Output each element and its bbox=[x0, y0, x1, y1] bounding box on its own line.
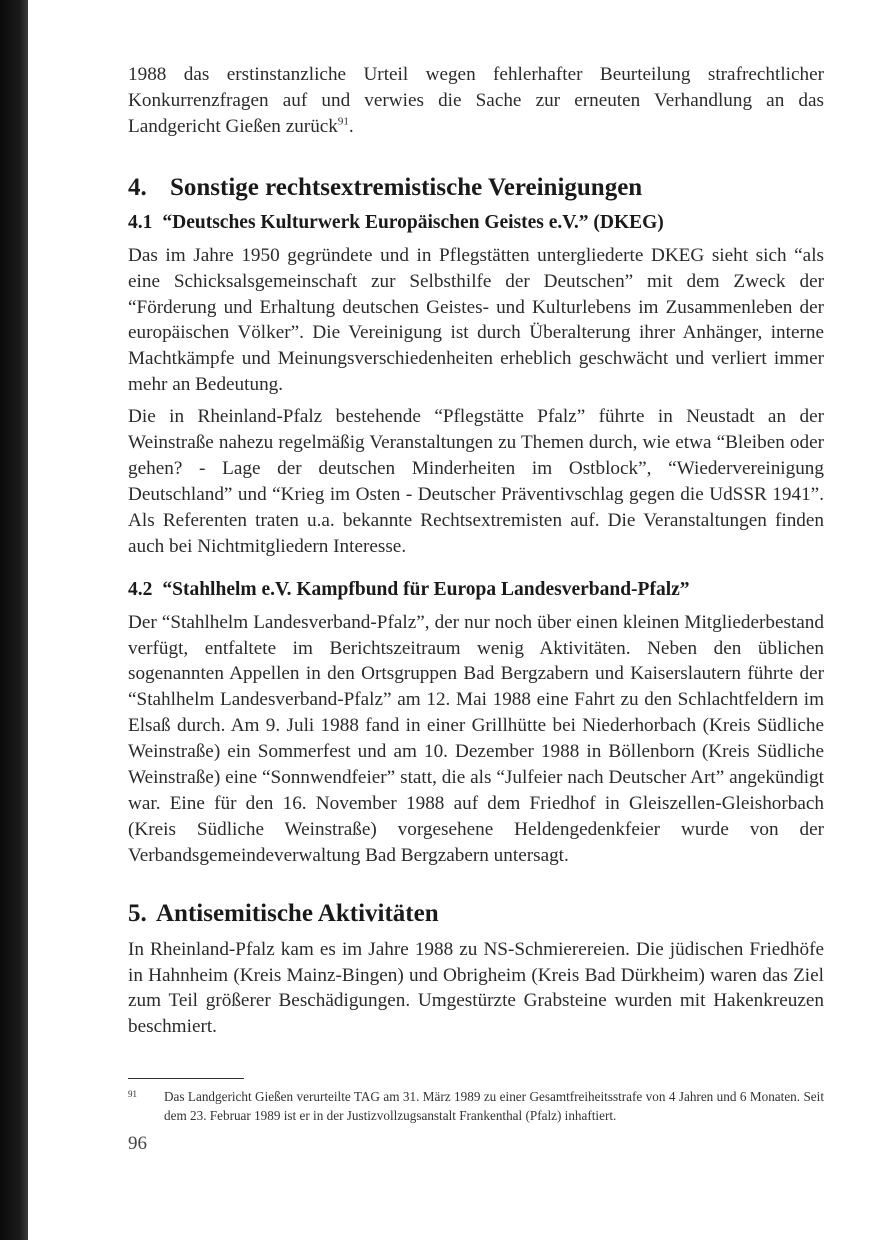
section-4-1-heading bbox=[128, 211, 824, 235]
section-5-title: Antisemitische Aktivitäten bbox=[156, 899, 439, 927]
document-page bbox=[128, 62, 824, 1155]
paragraph: Das im Jahre 1950 gegründete und in Pflegstätten untergliederte DKEG sieht sich “als eine Schicksalsgemeinschaft zur Selbsthilfe der Deutschen” mit dem Zweck der “Förderung und Erhaltung deutschen Geistes- und Kulturlebens im Zusammenleben der europäischen Völker”. Die Vereinigung ist durch Überalterung ihrer Anhänger, interne Machtkämpfe und Meinungsverschiedenheiten erheblich geschwächt und verliert immer mehr an Bedeutung. bbox=[128, 244, 824, 396]
footnote-divider bbox=[128, 1078, 244, 1079]
footnote-mark: 91 bbox=[128, 1089, 137, 1100]
intro-paragraph: 1988 das erstinstanzliche Urteil wegen fehlerhafter Beurteilung strafrechtlicher Konkurrenzfragen auf und verwies die Sache zur erneuten Verhandlung an das Landgericht Gießen zurück$^{91}$. bbox=[128, 64, 824, 137]
scan-binding-edge bbox=[0, 0, 28, 1240]
section-4-number: 4. bbox=[128, 173, 147, 201]
paragraph: In Rheinland-Pfalz kam es im Jahre 1988 zu NS-Schmierereien. Die jüdischen Friedhöfe in Hahnheim (Kreis Mainz-Bingen) und Obrigheim (Kreis Bad Dürkheim) waren das Ziel zum Teil größerer Beschädigungen. Umgestürzte Grabsteine wurden mit Hakenkreuzen beschmiert. bbox=[128, 938, 824, 1038]
page-number: 96 bbox=[128, 1133, 147, 1155]
section-5-heading bbox=[128, 899, 824, 929]
footnote-text: Das Landgericht Gießen verurteilte TAG am 31. März 1989 zu einer Gesamtfreiheitsstrafe von 4 Jahren und 6 Monaten. Seit dem 23. Februar 1989 ist er in der Justizvollzugsanstalt Frankenthal (Pfalz) inhaftiert. bbox=[164, 1089, 824, 1124]
footnote-reference: 91 bbox=[337, 115, 349, 128]
section-4-2-heading bbox=[128, 578, 824, 602]
section-4-1-title: “Deutsches Kulturwerk Europäischen Geistes e.V.” (DKEG) bbox=[162, 211, 664, 233]
footnote bbox=[128, 1087, 824, 1125]
section-4-2-number: 4.2 bbox=[128, 578, 153, 600]
section-4-heading bbox=[128, 173, 824, 203]
section-4-title: Sonstige rechtsextremistische Vereinigungen bbox=[170, 173, 643, 201]
section-4-1-number: 4.1 bbox=[128, 211, 153, 233]
paragraph: Die in Rheinland-Pfalz bestehende “Pflegstätte Pfalz” führte in Neustadt an der Weinstraße nahezu regelmäßig Veranstaltungen zu Themen durch, wie etwa “Bleiben oder gehen? - Lage der deutschen Minderheiten im Ostblock”, “Wiedervereinigung Deutschland” und “Krieg im Osten - Deutscher Präventivschlag gegen die UdSSR 1941”. Als Referenten traten u.a. bekannte Rechtsextremisten auf. Die Veranstaltungen finden auch bei Nichtmitgliedern Interesse. bbox=[128, 406, 824, 557]
section-5-number: 5. bbox=[128, 899, 147, 927]
section-4-2-title: “Stahlhelm e.V. Kampfbund für Europa Landesverband-Pfalz” bbox=[162, 578, 690, 600]
paragraph: Der “Stahlhelm Landesverband-Pfalz”, der nur noch über einen kleinen Mitgliederbestand verfügt, entfaltete im Berichtszeitraum wenig Aktivitäten. Neben den üblichen sogenannten Appellen in den Ortsgruppen Bad Bergzabern und Kaiserslautern führte der “Stahlhelm Landesverband-Pfalz” am 12. Mai 1988 eine Fahrt zu den Schlachtfeldern im Elsaß durch. Am 9. Juli 1988 fand in einer Grillhütte bei Niederhorbach (Kreis Südliche Weinstraße) ein Sommerfest und am 10. Dezember 1988 in Böllenborn (Kreis Südliche Weinstraße) eine “Sonnwendfeier” statt, die als “Julfeier nach Deutscher Art” angekündigt war. Eine für den 16. November 1988 auf dem Friedhof in Gleiszellen-Gleishorbach (Kreis Südliche Weinstraße) vorgesehene Heldengedenkfeier wurde von der Verbandsgemeindeverwaltung Bad Bergzabern untersagt. bbox=[128, 611, 824, 866]
